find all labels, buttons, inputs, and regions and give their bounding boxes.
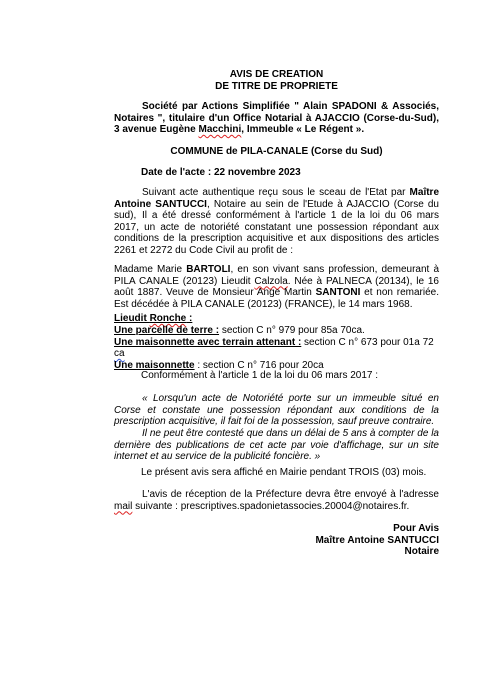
- document-title: [114, 69, 439, 92]
- commune-heading: COMMUNE de PILA-CANALE (Corse du Sud): [170, 146, 383, 157]
- beneficiary-text-1: Madame Marie: [114, 264, 187, 275]
- reception-text-start: L'avis de réception de la Préfecture devra être envoyé à l'adresse: [142, 489, 439, 500]
- office-text-end: , Immeuble « Le Régent ».: [241, 124, 365, 136]
- signature-name: Maître Antoine SANTUCCI: [315, 534, 439, 546]
- parcel-label: Une maisonnette avec terrain attenant :: [114, 336, 302, 348]
- parcel-text: section C n° 673 pour 01a 72: [301, 336, 434, 348]
- reception-paragraph: [114, 489, 439, 512]
- parcel-text: section C n° 979 pour 85a 70ca.: [219, 325, 365, 336]
- beneficiary-text-3: . Née à PALNECA (20134), le 16 août 1887. Veuve de Monsieur Ange Martin: [114, 275, 439, 299]
- signature-title: Notaire: [404, 546, 439, 558]
- mail-word: mail: [114, 500, 133, 512]
- beneficiary-name: BARTOLI: [186, 264, 231, 275]
- acte-text-end: , Notaire au sein de l'Etude à AJACCIO (Corse du sud),: [114, 198, 439, 222]
- beneficiary-text-4: et non remariée. Est décédée à PILA CANALE (20123) (FRANCE), le 14 mars 1968.: [114, 287, 439, 310]
- reception-text-end: suivante : prescriptives.spadonietassocies.20004@notaires.fr.: [132, 500, 410, 512]
- article-line: Conformément à l'article 1 de la loi du 06 mars 2017 :: [141, 370, 379, 381]
- title-line-2: DE TITRE DE PROPRIETE: [215, 80, 338, 92]
- lieudit-label: Lieudit: [114, 313, 150, 324]
- beneficiary-text-2: , en son vivant sans profession, demeurant à PILA CANALE (20123) Lieudit: [114, 264, 440, 287]
- parcel-label: Une parcelle de terre :: [114, 325, 220, 336]
- office-text-start: Société par Actions Simplifiée " Alain SPADONI & Associés, Notaires ", titulaire d'un Office Notarial à AJACCIO (Corse-du-Sud), 3 avenue Eugène: [114, 101, 439, 136]
- notaire-name: Maître Antoine SANTUCCI: [114, 187, 439, 210]
- macchini-word: Macchini: [198, 124, 242, 136]
- beneficiary-paragraph: [114, 264, 439, 310]
- lieudit-colon: :: [186, 313, 193, 324]
- notoriete-paragraph: Il a été dressé conformément à l'article 1 de la loi du 06 mars 2017, un acte de notoriété constatant une possession répondant aux conditions de la prescription acquisitive et aux dispositions des articles 2261 et 2272 du Code Civil au profit de :: [114, 210, 439, 256]
- quote-paragraph-2: Il ne peut être contesté que dans un délai de 5 ans à compter de la dernière des publications de cet acte par voie d'affichage, sur un site internet et au service de la publicité foncière. »: [114, 428, 439, 463]
- parcel-text: : section C n° 716 pour 20ca: [194, 359, 324, 371]
- spouse-name: SANTONI: [315, 287, 361, 299]
- calzola-word: Calzola: [254, 275, 288, 287]
- title-line-1: AVIS DE CREATION: [229, 69, 324, 80]
- acte-text-start: Suivant acte authentique reçu sous le sceau de l'Etat par: [142, 187, 410, 198]
- office-paragraph: [114, 101, 439, 136]
- lieudit-heading: [114, 313, 439, 325]
- date-line: Date de l'acte : 22 novembre 2023: [141, 167, 301, 178]
- parcel-list: [114, 325, 439, 371]
- lieudit-name: Ronche: [149, 313, 187, 324]
- affichage-line: Le présent avis sera affiché en Mairie pendant TROIS (03) mois.: [141, 467, 427, 478]
- parcel-label: Une maisonnette: [114, 359, 195, 371]
- parcel-unit: ca: [114, 348, 125, 360]
- list-item: [114, 337, 439, 360]
- signature-block: [114, 523, 439, 558]
- signature-pour-avis: Pour Avis: [393, 523, 439, 534]
- list-item: [114, 325, 439, 337]
- quote-paragraph-1: « Lorsqu'un acte de Notoriété porte sur un immeuble situé en Corse et constate une possession répondant aux conditions de la prescription acquisitive, il fait foi de la possession, sauf preuve contraire.: [114, 393, 439, 428]
